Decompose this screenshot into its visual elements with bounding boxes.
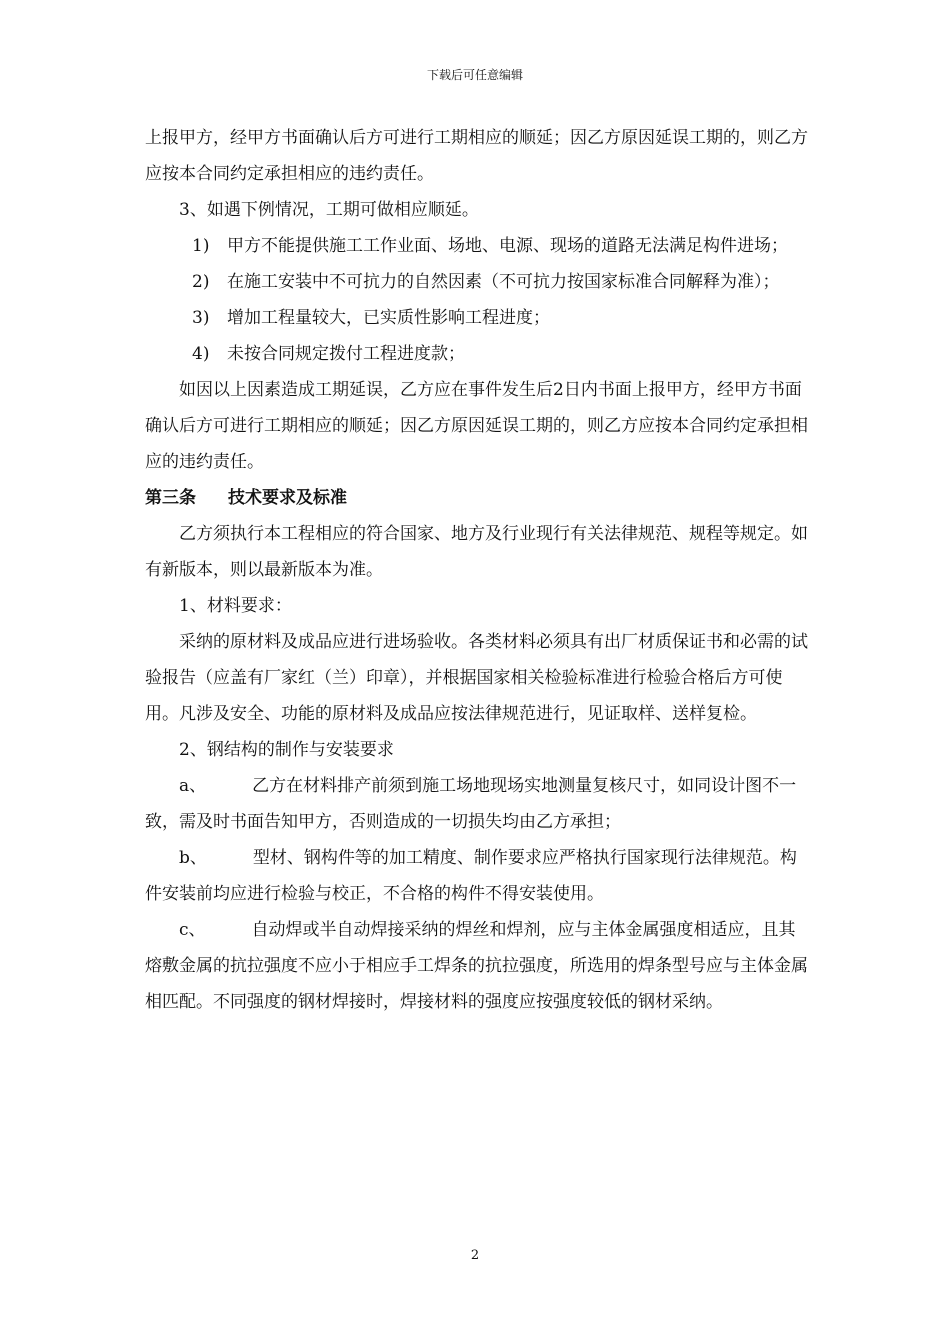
paragraph-delay-report: 如因以上因素造成工期延误，乙方应在事件发生后2日内书面上报甲方，经甲方书面确认后方可进行工期相应的顺延；因乙方原因延误工期的，则乙方应按本合同约定承担相应的违约责任。 [145,380,808,472]
lettered-item-text: 自动焊或半自动焊接采纳的焊丝和焊剂，应与主体金属强度相适应，且其熔敷金属的抗拉强度不应小于相应手工焊条的抗拉强度，所选用的焊条型号应与主体金属相匹配。不同强度的钢材焊接时，焊接材料的强度应按强度较低的钢材采纳。 [145,920,808,1012]
lettered-item [145,912,810,1020]
paragraph-standards: 乙方须执行本工程相应的符合国家、地方及行业现行有关法律规范、规程等规定。如有新版本，则以最新版本为准。 [145,524,808,580]
page-number: 2 [470,1248,480,1263]
paragraph-material-title: 1、材料要求： [179,596,292,616]
paragraph-delay-conditions: 3、如遇下例情况，工期可做相应顺延。 [179,200,479,220]
lettered-item-label: a、 [179,776,207,796]
list-item-number: 4) [192,344,210,364]
paragraph-continuation: 上报甲方，经甲方书面确认后方可进行工期相应的顺延；因乙方原因延误工期的，则乙方应按本合同约定承担相应的违约责任。 [145,128,808,184]
lettered-item-text: 乙方在材料排产前须到施工场地现场实地测量复核尺寸，如同设计图不一致，需及时书面告知甲方，否则造成的一切损失均由乙方承担； [145,776,797,832]
list-item-number: 2) [192,272,210,292]
paragraph-material-requirements: 采纳的原材料及成品应进行进场验收。各类材料必须具有出厂材质保证书和必需的试验报告（应盖有厂家红（兰）印章），并根据国家相关检验标准进行检验合格后方可使用。凡涉及安全、功能的原材料及成品应按法律规范进行，见证取样、送样复检。 [145,632,808,724]
list-item [145,228,810,264]
list-item-text: 未按合同规定拨付工程进度款； [227,344,465,364]
document-body [145,120,810,1020]
list-item-text: 甲方不能提供施工工作业面、场地、电源、现场的道路无法满足构件进场； [227,236,788,256]
page-header: 下载后可任意编辑 [426,68,523,82]
paragraph-steel-title: 2、钢结构的制作与安装要求 [179,740,394,760]
lettered-item [145,840,810,912]
list-item [145,264,810,300]
lettered-item-text: 型材、钢构件等的加工精度、制作要求应严格执行国家现行法律规范。构件安装前均应进行检验与校正，不合格的构件不得安装使用。 [145,848,797,904]
list-item-text: 在施工安装中不可抗力的自然因素（不可抗力按国家标准合同解释为准）； [227,272,780,292]
list-item-number: 1) [192,236,210,256]
list-item-text: 增加工程量较大，已实质性影响工程进度； [227,308,550,328]
list-item [145,336,810,372]
list-item [145,300,810,336]
lettered-item [145,768,810,840]
lettered-item-label: b、 [179,848,207,868]
section-heading [145,480,810,516]
section-heading-title: 技术要求及标准 [228,488,347,508]
section-heading-label: 第三条 [145,488,196,508]
list-item-number: 3) [192,308,210,328]
lettered-item-label: c、 [179,920,206,940]
